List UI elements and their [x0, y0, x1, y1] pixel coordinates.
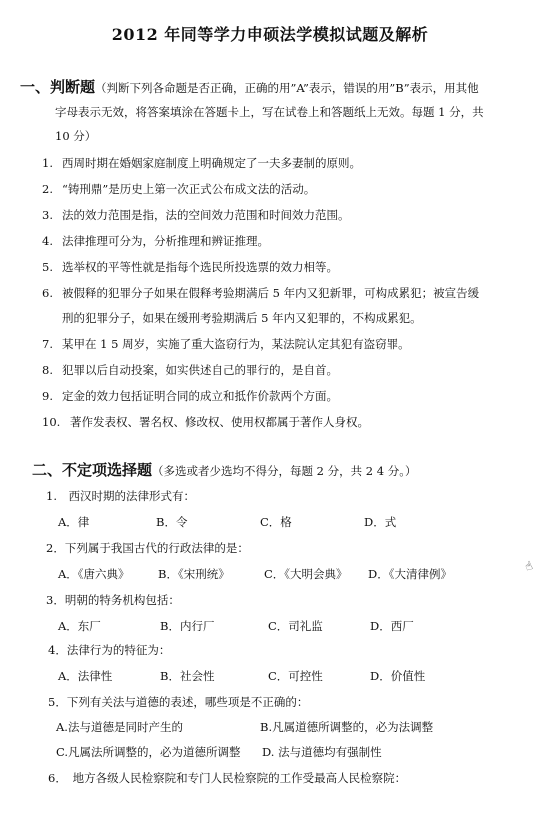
section2-heading-text: 二、不定项选择题 [32, 461, 153, 479]
option-a: A．《唐六典》 [58, 567, 130, 581]
option-a: A.法与道德是同时产生的 [56, 720, 183, 734]
list-item [42, 362, 338, 378]
item-text: 著作发表权、署名权、修改权、使用权都属于著作人身权。 [70, 415, 369, 429]
option-a: A．法律性 [58, 669, 113, 683]
list-item [42, 233, 269, 249]
section2-note: （多选或者少选均不得分，每题 2 分，共 2 4 分。） [152, 464, 417, 478]
question-options [58, 618, 498, 634]
list-item [42, 285, 479, 301]
option-c: C．《大明会典》 [264, 567, 348, 581]
item-text: “铸刑鼎”是历史上第一次正式公布成文法的活动。 [62, 182, 316, 196]
item-text: 刑的犯罪分子，如果在缓刑考验期满后 5 年内又犯罪的，不构成累犯。 [62, 311, 422, 325]
item-text: 犯罪以后自动投案，如实供述自己的罪行的，是自首。 [62, 363, 338, 377]
page-title: 2012 年同等学力申硕法学模拟试题及解析 [111, 25, 429, 44]
question-stem: 5．下列有关法与道德的表述，哪些项是不正确的： [48, 695, 309, 709]
option-d: D．西厂 [370, 619, 414, 633]
question-options [58, 668, 498, 684]
option-c: C．司礼监 [268, 619, 323, 633]
option-d: D．《大清律例》 [368, 567, 452, 581]
option-b: B．令 [156, 515, 188, 529]
option-d: D．价值性 [370, 669, 426, 683]
question-options [56, 744, 496, 760]
item-number: 9. [42, 389, 53, 403]
item-text: 法的效力范围是指，法的空间效力范围和时间效力范围。 [62, 208, 350, 222]
item-number: 5. [42, 260, 53, 274]
section2-heading [32, 459, 417, 480]
option-d: D. 法与道德均有强制性 [262, 745, 382, 759]
list-item [42, 336, 410, 352]
option-c: C.凡属法所调整的，必为道德所调整 [56, 745, 241, 759]
question-options [56, 719, 496, 735]
hand-cursor-icon: ☝ [522, 558, 535, 574]
item-text: 被假释的犯罪分子如果在假释考验期满后 5 年内又犯新罪，可构成累犯；被宣告缓 [62, 286, 480, 300]
question-stem: 6． 地方各级人民检察院和专门人民检察院的工作受最高人民检察院： [48, 771, 407, 785]
option-a: A．律 [58, 515, 90, 529]
question-stem: 2．下列属于我国古代的行政法律的是： [46, 541, 249, 555]
question-options [58, 566, 498, 582]
list-item [42, 207, 350, 223]
item-number: 3. [42, 208, 53, 222]
item-text: 某甲在 1 5 周岁，实施了重大盗窃行为，某法院认定其犯有盗窃罪。 [62, 337, 410, 351]
question-stem: 4．法律行为的特征为： [48, 643, 171, 657]
item-number: 6. [42, 286, 53, 300]
question-options [58, 514, 498, 530]
list-item-continuation [62, 310, 422, 326]
option-b: B．《宋刑统》 [158, 567, 230, 581]
item-text: 法律推理可分为，分析推理和辨证推理。 [62, 234, 269, 248]
list-item [42, 259, 338, 275]
section1-heading [20, 76, 479, 97]
option-d: D．式 [364, 515, 397, 529]
item-number: 1. [42, 156, 53, 170]
list-item [42, 414, 369, 430]
item-number: 8. [42, 363, 53, 377]
option-b: B．内行厂 [160, 619, 215, 633]
item-text: 西周时期在婚姻家庭制度上明确规定了一夫多妻制的原则。 [62, 156, 361, 170]
list-item [42, 181, 315, 197]
item-number: 7. [42, 337, 53, 351]
section1-note-line3: 10 分） [55, 129, 97, 143]
option-c: C．格 [260, 515, 292, 529]
option-b: B．社会性 [160, 669, 215, 683]
item-text: 定金的效力包括证明合同的成立和抵作价款两个方面。 [62, 389, 338, 403]
question-stem: 3．明朝的特务机构包括： [46, 593, 180, 607]
question-stem: 1. 西汉时期的法律形式有： [46, 489, 195, 503]
list-item [42, 155, 361, 171]
section1-heading-text: 一、判断题 [20, 78, 96, 96]
item-number: 2. [42, 182, 53, 196]
option-c: C．可控性 [268, 669, 323, 683]
section1-note-line2: 字母表示无效，将答案填涂在答题卡上，写在试卷上和答题纸上无效。每题 1 分，共 [55, 105, 484, 119]
item-number: 4. [42, 234, 53, 248]
option-b: B.凡属道德所调整的，必为法调整 [260, 720, 434, 734]
section1-note-line1: （判断下列各命题是否正确，正确的用”A”表示，错误的用”B”表示，用其他 [95, 81, 479, 95]
item-number: 10. [42, 415, 61, 429]
item-text: 选举权的平等性就是指每个选民所投选票的效力相等。 [62, 260, 338, 274]
option-a: A．东厂 [58, 619, 101, 633]
list-item [42, 388, 338, 404]
